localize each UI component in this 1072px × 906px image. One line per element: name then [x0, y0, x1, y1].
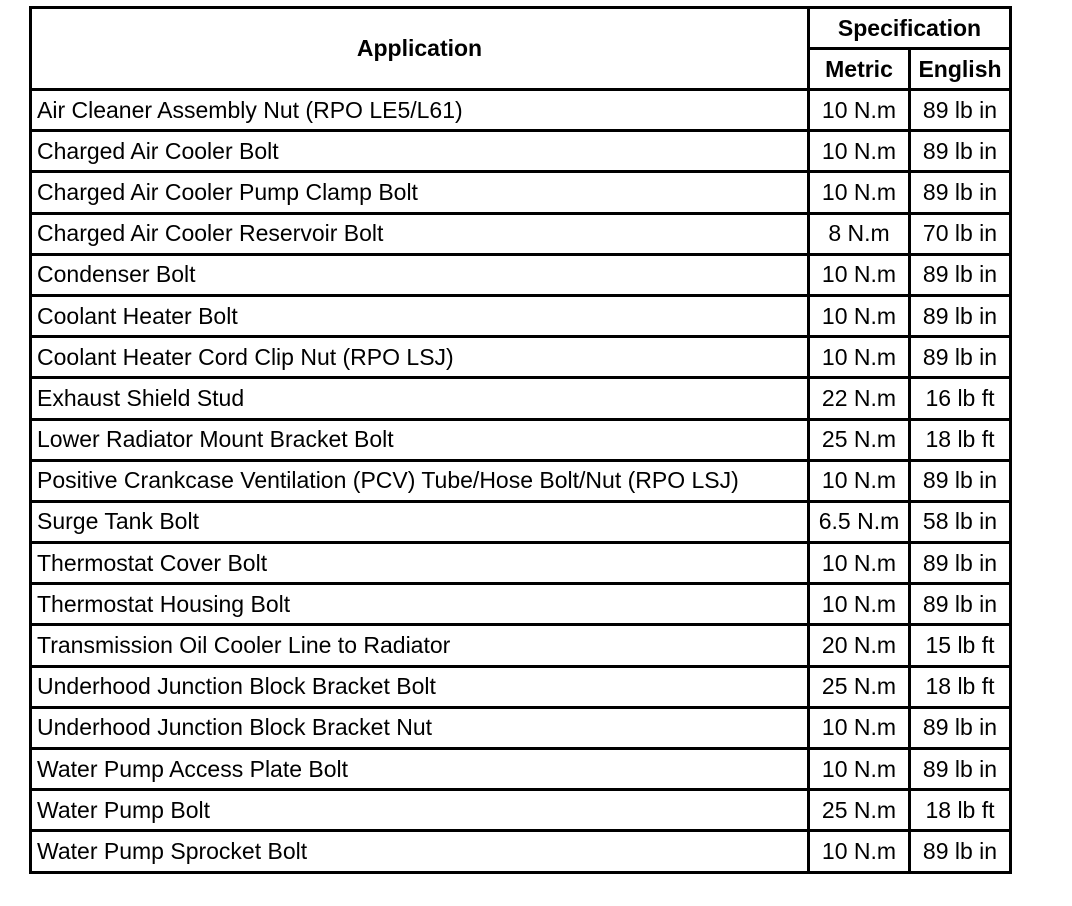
- english-cell: 18 lb ft: [910, 666, 1011, 707]
- table-row: [31, 131, 1011, 172]
- metric-cell: 10 N.m: [809, 460, 910, 501]
- table-row: [31, 172, 1011, 213]
- metric-cell: 10 N.m: [809, 749, 910, 790]
- application-cell: Water Pump Access Plate Bolt: [31, 749, 809, 790]
- application-cell: Positive Crankcase Ventilation (PCV) Tube/Hose Bolt/Nut (RPO LSJ): [31, 460, 809, 501]
- application-cell: Underhood Junction Block Bracket Bolt: [31, 666, 809, 707]
- table-row: [31, 749, 1011, 790]
- metric-cell: 25 N.m: [809, 666, 910, 707]
- application-cell: Transmission Oil Cooler Line to Radiator: [31, 625, 809, 666]
- application-cell: Charged Air Cooler Reservoir Bolt: [31, 213, 809, 254]
- metric-cell: 25 N.m: [809, 790, 910, 831]
- application-cell: Lower Radiator Mount Bracket Bolt: [31, 419, 809, 460]
- metric-cell: 6.5 N.m: [809, 501, 910, 542]
- table-row: [31, 625, 1011, 666]
- application-cell: Thermostat Housing Bolt: [31, 584, 809, 625]
- application-cell: Exhaust Shield Stud: [31, 378, 809, 419]
- english-cell: 18 lb ft: [910, 790, 1011, 831]
- english-column-header: English: [910, 49, 1011, 90]
- application-cell: Air Cleaner Assembly Nut (RPO LE5/L61): [31, 90, 809, 131]
- english-cell: 58 lb in: [910, 501, 1011, 542]
- english-cell: 89 lb in: [910, 131, 1011, 172]
- application-cell: Water Pump Bolt: [31, 790, 809, 831]
- english-cell: 70 lb in: [910, 213, 1011, 254]
- table-body: [31, 90, 1011, 873]
- english-cell: 18 lb ft: [910, 419, 1011, 460]
- table-row: [31, 254, 1011, 295]
- english-cell: 89 lb in: [910, 831, 1011, 872]
- english-cell: 16 lb ft: [910, 378, 1011, 419]
- table-row: [31, 666, 1011, 707]
- table-row: [31, 501, 1011, 542]
- table-row: [31, 295, 1011, 336]
- table-row: [31, 90, 1011, 131]
- english-cell: 89 lb in: [910, 337, 1011, 378]
- application-cell: Underhood Junction Block Bracket Nut: [31, 707, 809, 748]
- table-row: [31, 543, 1011, 584]
- application-column-header: Application: [31, 8, 809, 90]
- metric-cell: 20 N.m: [809, 625, 910, 666]
- metric-cell: 8 N.m: [809, 213, 910, 254]
- metric-cell: 10 N.m: [809, 584, 910, 625]
- table-row: [31, 790, 1011, 831]
- metric-cell: 10 N.m: [809, 707, 910, 748]
- metric-cell: 10 N.m: [809, 543, 910, 584]
- table-header: [31, 8, 1011, 90]
- metric-cell: 25 N.m: [809, 419, 910, 460]
- fastener-torque-table: [29, 6, 1012, 874]
- english-cell: 89 lb in: [910, 295, 1011, 336]
- metric-cell: 10 N.m: [809, 831, 910, 872]
- application-cell: Coolant Heater Bolt: [31, 295, 809, 336]
- english-cell: 89 lb in: [910, 254, 1011, 295]
- application-cell: Charged Air Cooler Bolt: [31, 131, 809, 172]
- application-cell: Coolant Heater Cord Clip Nut (RPO LSJ): [31, 337, 809, 378]
- english-cell: 89 lb in: [910, 460, 1011, 501]
- application-cell: Water Pump Sprocket Bolt: [31, 831, 809, 872]
- application-cell: Surge Tank Bolt: [31, 501, 809, 542]
- table-row: [31, 378, 1011, 419]
- metric-cell: 10 N.m: [809, 254, 910, 295]
- metric-cell: 10 N.m: [809, 172, 910, 213]
- metric-cell: 22 N.m: [809, 378, 910, 419]
- english-cell: 89 lb in: [910, 90, 1011, 131]
- english-cell: 89 lb in: [910, 584, 1011, 625]
- english-cell: 15 lb ft: [910, 625, 1011, 666]
- application-cell: Charged Air Cooler Pump Clamp Bolt: [31, 172, 809, 213]
- table-row: [31, 831, 1011, 872]
- metric-cell: 10 N.m: [809, 90, 910, 131]
- english-cell: 89 lb in: [910, 707, 1011, 748]
- application-cell: Condenser Bolt: [31, 254, 809, 295]
- metric-column-header: Metric: [809, 49, 910, 90]
- specification-column-header: Specification: [809, 8, 1011, 49]
- table-row: [31, 460, 1011, 501]
- metric-cell: 10 N.m: [809, 337, 910, 378]
- application-cell: Thermostat Cover Bolt: [31, 543, 809, 584]
- table-row: [31, 419, 1011, 460]
- table-row: [31, 707, 1011, 748]
- english-cell: 89 lb in: [910, 543, 1011, 584]
- table-row: [31, 213, 1011, 254]
- metric-cell: 10 N.m: [809, 131, 910, 172]
- table-row: [31, 584, 1011, 625]
- metric-cell: 10 N.m: [809, 295, 910, 336]
- english-cell: 89 lb in: [910, 172, 1011, 213]
- table-row: [31, 337, 1011, 378]
- english-cell: 89 lb in: [910, 749, 1011, 790]
